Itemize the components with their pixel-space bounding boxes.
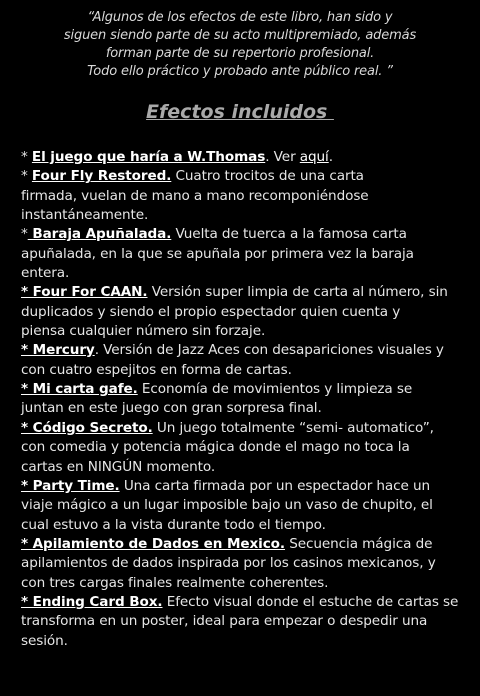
section-heading: Efectos incluidos [146, 101, 334, 123]
effect-title: * Mi carta gafe. [21, 381, 138, 398]
effect-title: * Código Secreto. [21, 419, 153, 436]
aqui-link[interactable]: aquí [299, 149, 329, 165]
effect-description: Efecto visual donde el estuche de cartas se [162, 593, 459, 610]
effect-description-line: cartas en NINGÚN momento. [21, 458, 216, 475]
effect-description: . Versión de Jazz Aces con desapariciones visuales y [94, 342, 444, 359]
quote-line: Todo ello práctico y probado ante público real. ” [87, 64, 393, 79]
effect-title: Four Fly Restored. [31, 168, 172, 185]
bullet: * [21, 226, 28, 243]
effect-title: * Mercury [21, 342, 95, 359]
effect-description-line: entera. [21, 265, 70, 282]
list-item [21, 148, 473, 167]
bullet: * [21, 168, 32, 185]
quote-line: “Algunos de los efectos de este libro, han sido y [87, 10, 393, 25]
effects-list [21, 148, 473, 651]
effect-description-line: apuñalada, en la que se apuñala por primera vez la baraja [21, 245, 414, 262]
effect-description-line: juntan en este juego con gran sorpresa final. [21, 400, 322, 417]
quote-line: forman parte de su repertorio profesional. [105, 46, 375, 61]
effect-title: El juego que haría a W.Thomas [31, 149, 266, 165]
effect-description-line: piensa cualquier número sin forzaje. [21, 323, 266, 340]
effect-description: . Ver [265, 149, 300, 165]
list-item [21, 341, 473, 380]
effect-description: Un juego totalmente “semi- automatico”, [152, 419, 434, 436]
effect-description: Una carta firmada por un espectador hace un [119, 477, 431, 494]
effect-description-line: con comedia y potencia mágica donde el mago no toca la [21, 439, 410, 456]
effect-description-line: con tres cargas finales realmente coherentes. [21, 574, 329, 591]
effect-description: Secuencia mágica de [284, 535, 433, 552]
list-item [21, 593, 473, 651]
effect-title: * Party Time. [21, 477, 120, 494]
effect-description: Economía de movimientos y limpieza se [137, 381, 413, 398]
list-item [21, 225, 473, 283]
effect-description-line: cual estuvo a la vista durante todo el tiempo. [21, 516, 326, 533]
effect-description-line: duplicados y siendo el propio espectador quien cuenta y [21, 303, 401, 320]
effect-description-line: apilamientos de dados inspirada por los casinos mexicanos, y [21, 555, 436, 572]
effect-description-line: transforma en un poster, ideal para empezar o despedir una [21, 613, 428, 630]
list-item [21, 283, 473, 341]
intro-quote [0, 9, 480, 81]
list-item [21, 477, 473, 535]
effect-description-line: instantáneamente. [21, 207, 149, 224]
effect-description: Vuelta de tuerca a la famosa carta [171, 226, 407, 243]
effect-description: Versión super limpia de carta al número, sin [147, 284, 448, 301]
effect-description-line: con cuatro espejitos en forma de cartas. [21, 361, 292, 378]
effect-description-line: firmada, vuelan de mano a mano recomponiéndose [21, 187, 369, 204]
effect-description: Cuatro trocitos de una carta [171, 168, 364, 185]
list-item [21, 535, 473, 593]
bullet: * [21, 149, 32, 165]
effect-title: Baraja Apuñalada. [27, 226, 172, 243]
effect-description-line: sesión. [21, 632, 68, 649]
list-item [21, 419, 473, 477]
effect-title: * Ending Card Box. [21, 593, 163, 610]
list-item [21, 167, 473, 225]
quote-line: siguen siendo parte de su acto multipremiado, además [63, 28, 417, 43]
list-item [21, 380, 473, 419]
effect-title: * Four For CAAN. [21, 284, 148, 301]
effect-description-line: viaje mágico a un lugar imposible bajo un vaso de chupito, el [21, 497, 433, 514]
effect-description-end: . [328, 149, 333, 165]
effect-title: * Apilamiento de Dados en Mexico. [21, 535, 285, 552]
